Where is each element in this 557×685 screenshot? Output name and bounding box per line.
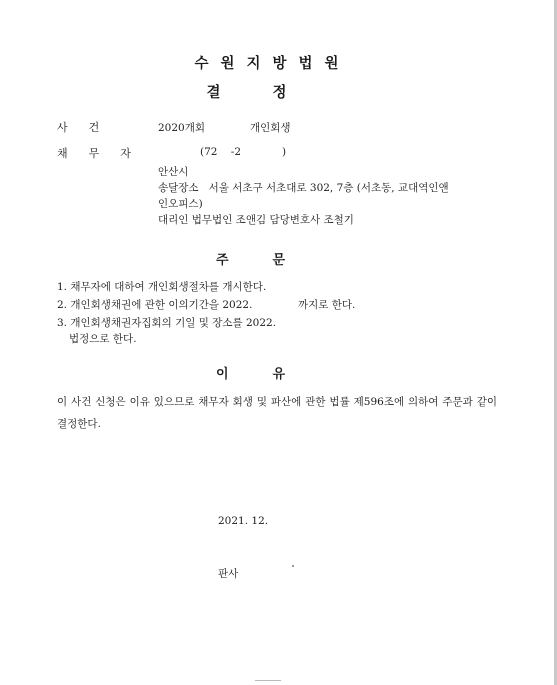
- order-item-2: 2. 개인회생채권에 관한 이의기간을 2022.: [57, 299, 253, 311]
- order-item-3: 3. 개인회생채권자집회의 기일 및 장소를 2022.: [57, 317, 277, 329]
- page-number-mark: [255, 680, 281, 685]
- document-title: 결정: [206, 84, 339, 101]
- case-label: 사건: [57, 121, 121, 134]
- order-item-1: 1. 채무자에 대하여 개인회생절차를 개시한다.: [57, 281, 267, 293]
- debtor-id-close: ): [282, 146, 287, 158]
- debtor-id: (72 -2: [200, 146, 242, 158]
- order-item-3-cont: 법정으로 한다.: [69, 333, 137, 345]
- judge-label: 판사: [218, 568, 239, 580]
- debtor-label: 채무자: [57, 147, 152, 160]
- debtor-address: 안산시: [158, 166, 189, 178]
- attorney: 대리인 법무법인 조앤김 담당변호사 조철기: [158, 214, 354, 226]
- scan-speck: [292, 565, 294, 567]
- reason-text: 이 사건 신청은 이유 있으므로 채무자 회생 및 파산에 관한 법률 제596조에 의하여 주문과 같이 결정한다.: [57, 396, 497, 430]
- case-number: 2020개회: [158, 122, 206, 134]
- case-name: 개인회생: [250, 122, 291, 134]
- service-address-line1: 송달장소 서울 서초구 서초대로 302, 7층 (서초동, 교대역인앤: [158, 182, 449, 194]
- court-name: 수원지방법원: [194, 55, 351, 72]
- order-item-2-tail: 까지로 한다.: [298, 299, 356, 311]
- service-address-line2: 인오피스): [158, 198, 203, 210]
- reason-heading: 이유: [215, 367, 330, 382]
- order-heading: 주문: [215, 253, 330, 268]
- decision-date: 2021. 12.: [218, 515, 269, 527]
